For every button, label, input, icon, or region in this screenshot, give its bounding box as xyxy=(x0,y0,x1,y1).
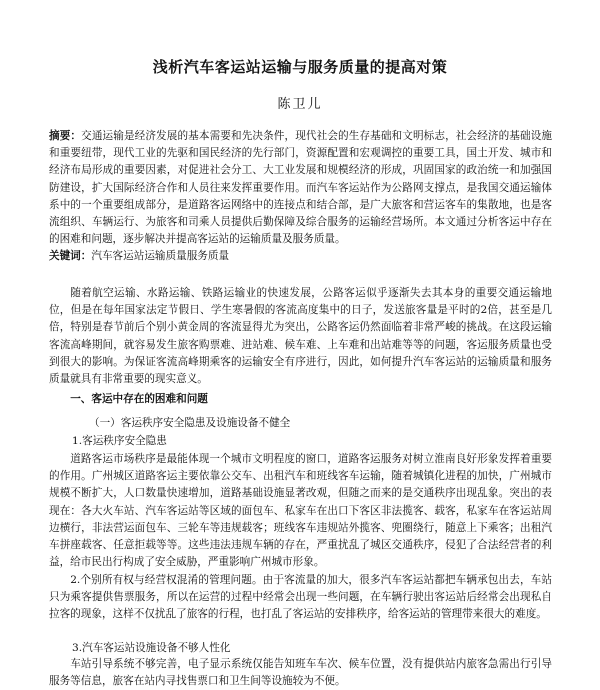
abstract-label: 摘要： xyxy=(49,130,82,142)
paper-title: 浅析汽车客运站运输与服务质量的提高对策 xyxy=(152,58,448,76)
abstract-text: 交通运输是经济发展的基本需要和先决条件，现代社会的生存基础和文明标志，社会经济的基础设施和重要纽带，现代工业的先驱和国民经济的先行部门，资源配置和宏观调控的重要工具，国土开发、城市和经济布局形成的重要因素，对促进社会分工、大工业发展和规模经济的形成，巩固国家的政治统一和加强国防建设，扩大国际经济合作和人员往来发挥重要作用。而汽车客运站作为公路网支撑点，是我国交通运输体系中的一个重要组成部分，是道路客运网络中的连接点和结合部，是广大旅客和营运客车的集散地，也是客流组织、车辆运行、为旅客和司乘人员提供后勤保障及综合服务的运输经营场所。本文通过分析客运中存在的困难和问题，逐步解决并提高客运站的运输质量及服务质量。 xyxy=(49,130,553,246)
body-paragraph: 2.个别所有权与经营权混淆的管理问题。由于客流量的加大，很多汽车客运站都把车辆承包出去，车站只为乘客提供售票服务，所以在运营的过程中经常会出现一些问题，在车辆行驶出客运站后经常会出现私自拉客的现象，这样不仅扰乱了旅客的行程，也打乱了客运站的安排秩序，给客运站的管理带来很大的难度。 xyxy=(49,574,552,621)
abstract xyxy=(49,128,552,248)
keywords-text: 汽车客运站运输质量服务质量 xyxy=(91,250,230,262)
item-heading: 1.客运秩序安全隐患 xyxy=(72,435,167,447)
keywords xyxy=(49,248,552,265)
body-paragraph: 道路客运市场秩序是最能体现一个城市文明程度的窗口，道路客运服务对树立淮南良好形象发挥着重要的作用。广州城区道路客运主要依靠公交车、出租汽车和班线客车运输，随着城镇化进程的加快，广州城市规模不断扩大，人口数量快速增加，道路基础设施显著改观，但随之而来的是交通秩序出现乱象。突出的表现在：各大火车站、汽车客运站等区域的面包车、私家车在出口下客区非法揽客、载客，私家车在客运站周边横行，非法营运面包车、三轮车等违规载客；班线客车违规站外揽客、兜圈绕行，随意上下乘客；出租汽车拼座载客、任意拒载等等。这些违法违规车辆的存在，严重扰乱了城区交通秩序，侵犯了合法经营者的利益，给市民出行构成了安全威胁，严重影响广州城市形象。 xyxy=(49,453,552,569)
keywords-label: 关键词： xyxy=(49,250,92,262)
item-heading: 3.汽车客运站设施设备不够人性化 xyxy=(72,642,231,654)
body-paragraph: 车站引导系统不够完善，电子显示系统仅能告知班车车次、候车位置，没有提供站内旅客急需出行引导服务等信息，旅客在站内寻找售票口和卫生间等设施较为不便。 xyxy=(49,658,552,688)
section-heading: 一、客运中存在的困难和问题 xyxy=(70,393,208,405)
intro-paragraph: 随着航空运输、水路运输、铁路运输业的快速发展，公路客运似乎逐渐失去其本身的重要交通运输地位，但是在每年国家法定节假日、学生寒暑假的客流高度集中的日子，发送旅客量是平时的2倍，甚至是几倍，特别是春节前后个别小黄金周的客流显得尤为突出，公路客运仍然面临着非常严峻的挑战。在这段运输客流高峰期间，就容易发生旅客购票难、进站难、候车难、上车难和出站难等等的问题，客运服务质量也受到很大的影响。为保证客流高峰期乘客的运输安全有序进行，因此，如何提升汽车客运站的运输质量和服务质量就具有非常重要的现实意义。 xyxy=(49,287,552,386)
subsection-heading: （一）客运秩序安全隐患及设施设备不健全 xyxy=(89,417,291,429)
author-name: 陈卫儿 xyxy=(277,97,323,112)
